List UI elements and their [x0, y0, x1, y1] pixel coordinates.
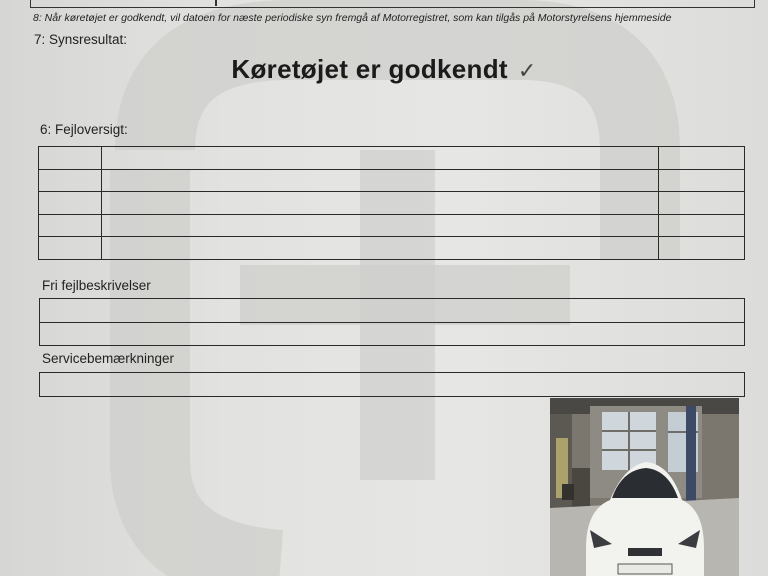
- table-row: [39, 214, 745, 237]
- table-cell: [39, 237, 102, 260]
- inspection-result: [0, 54, 768, 85]
- table-cell: [102, 214, 659, 237]
- table-cell: [102, 169, 659, 192]
- table-cell: [659, 214, 745, 237]
- fejloversigt-label: 6: Fejloversigt:: [40, 122, 128, 137]
- table-cell: [659, 237, 745, 260]
- check-icon: ✓: [517, 58, 537, 83]
- table-row: [39, 237, 745, 260]
- table-row: [39, 192, 745, 215]
- table-cell: [102, 147, 659, 170]
- table-cell: [39, 147, 102, 170]
- result-text: Køretøjet er godkendt: [231, 54, 508, 84]
- servicebemaerkninger-box: [39, 372, 745, 397]
- table-cell: [659, 169, 745, 192]
- table-cell: [659, 192, 745, 215]
- table-row: [39, 147, 745, 170]
- fri-fejlbeskrivelser-box: [39, 298, 745, 346]
- table-row: [39, 169, 745, 192]
- car-photo-image: [550, 398, 739, 576]
- text-row: [40, 299, 744, 322]
- fejloversigt-table: [38, 146, 745, 260]
- top-form-frame: [30, 0, 755, 8]
- table-cell: [102, 192, 659, 215]
- table-cell: [659, 147, 745, 170]
- table-cell: [39, 192, 102, 215]
- fri-fejlbeskrivelser-label: Fri fejlbeskrivelser: [42, 278, 151, 293]
- car-photo: [550, 398, 739, 576]
- synsresultat-label: 7: Synsresultat:: [34, 32, 128, 47]
- table-cell: [102, 237, 659, 260]
- servicebemaerkninger-label: Servicebemærkninger: [42, 351, 175, 366]
- text-row: [40, 322, 744, 345]
- table-cell: [39, 169, 102, 192]
- note-8-text: 8: Når køretøjet er godkendt, vil datoen for næste periodiske syn fremgå af Motorregistret, som kan tilgås på Motorstyrelsens hjemmeside: [33, 12, 672, 24]
- table-cell: [39, 214, 102, 237]
